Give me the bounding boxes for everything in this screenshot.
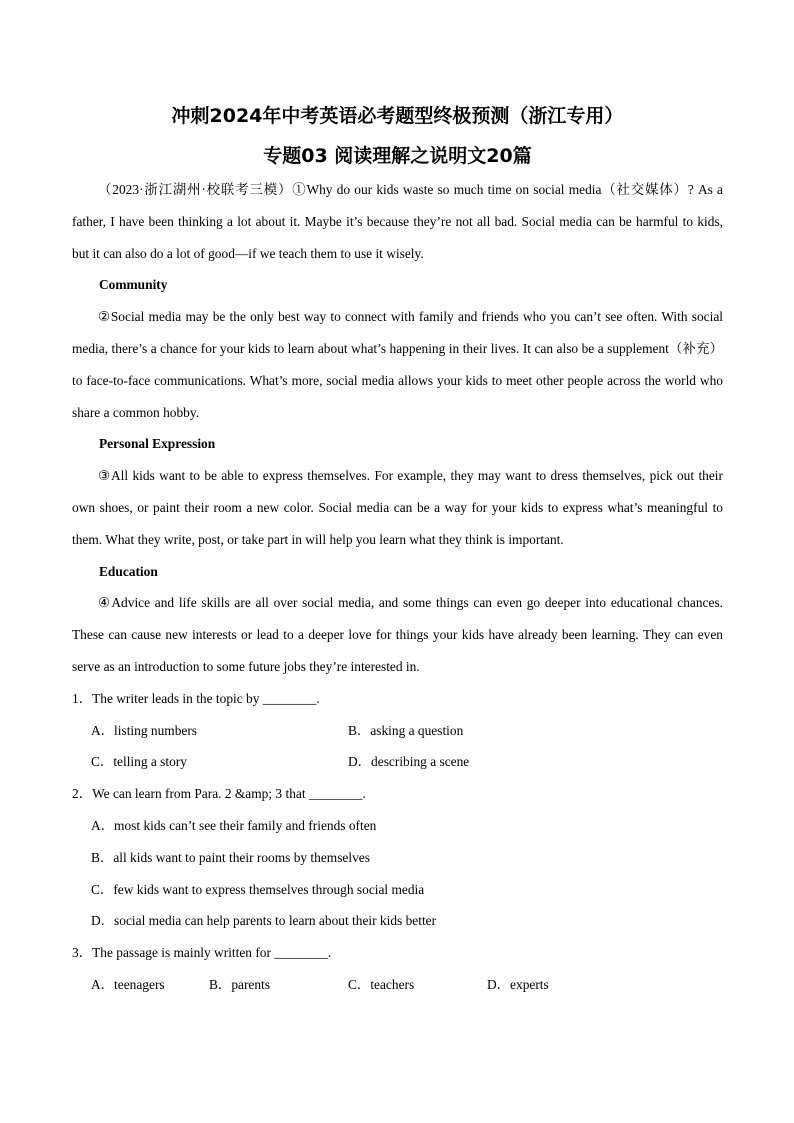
document-page [72, 100, 723, 1001]
question-1-stem: 1．The writer leads in the topic by ________. [72, 690, 320, 706]
question-2-stem: 2．We can learn from Para. 2 &amp; 3 that ________. [72, 786, 366, 802]
question-3-options [72, 969, 723, 1001]
question-3-option-a: A．teenagers [91, 976, 165, 992]
question-3-option-d: D．experts [487, 976, 549, 992]
question-3-option-c: C．teachers [348, 976, 415, 992]
question-3-option-b: B．parents [209, 976, 270, 992]
question-1-option-d: D．describing a scene [348, 754, 470, 770]
question-1-options-row1 [72, 715, 723, 747]
question-1-option-c: C．telling a story [91, 754, 187, 770]
section-text-education: ④Advice and life skills are all over social media, and some things can even go deeper into educational chances. These can cause new interests or lead to a deeper love for things your kids have already been learning. They can even serve as an introduction to some future jobs they’re interested in. [72, 595, 723, 674]
section-heading-community: Community [99, 277, 168, 293]
question-2-option-b: B．all kids want to paint their rooms by themselves [91, 849, 370, 865]
question-1-option-b: B．asking a question [348, 722, 464, 738]
section-heading-education: Education [99, 563, 158, 579]
section-text-personal-expression: ③All kids want to be able to express themselves. For example, they may want to dress themselves, pick out their own shoes, or paint their room a new color. Social media can be a way for your kids to express what’s meaningful to them. What they write, post, or take part in will help you learn what they think is important. [72, 468, 723, 547]
section-heading-personal-expression: Personal Expression [99, 436, 216, 452]
question-2-option-a: A．most kids can’t see their family and friends often [91, 817, 377, 833]
question-2-option-d: D．social media can help parents to learn about their kids better [91, 913, 437, 929]
document-subtitle: 专题03 阅读理解之说明文20篇 [263, 145, 532, 167]
question-3-stem: 3．The passage is mainly written for ________. [72, 945, 332, 961]
question-2-option-c: C．few kids want to express themselves through social media [91, 881, 425, 897]
section-text-community: ②Social media may be the only best way to connect with family and friends who you can’t see often. With social media, there’s a chance for your kids to learn about what’s happening in their lives. It can also be a supplement（补充）to face-to-face communications. What’s more, social media allows your kids to meet other people across the world who share a common hobby. [72, 309, 723, 420]
question-1-options-row2 [72, 746, 723, 778]
document-title: 冲刺2024年中考英语必考题型终极预测（浙江专用） [171, 105, 624, 127]
intro-paragraph: （2023·浙江湖州·校联考三模）①Why do our kids waste so much time on social media（社交媒体）? As a father, I have been thinking a lot about it. Maybe it’s because they’re not all bad. Social media can be harmful to kids, but it can also do a lot of good—if we teach them to use it wisely. [72, 182, 723, 261]
question-1-option-a: A．listing numbers [91, 722, 198, 738]
